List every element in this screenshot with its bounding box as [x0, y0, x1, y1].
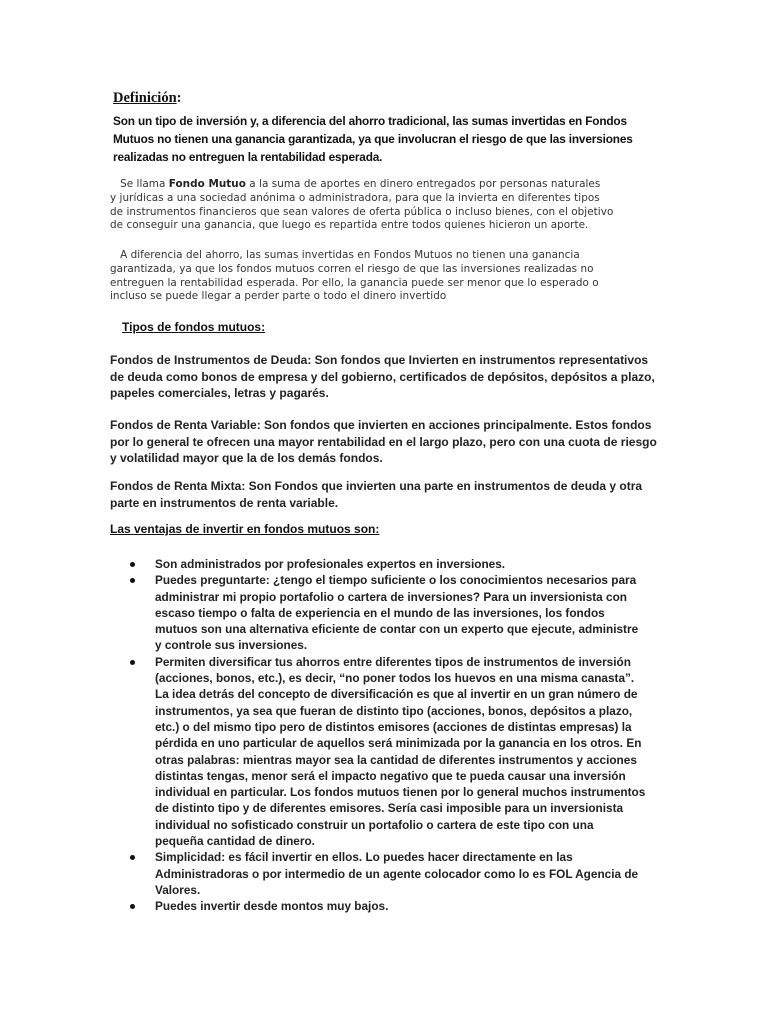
- list-item-line: Puedes preguntarte: ¿tengo el tiempo suficiente o los conocimientos necesarios para: [155, 573, 637, 588]
- paragraph-line: entreguen la rentabilidad esperada. Por ello, la ganancia puede ser menor que lo esperado o: [110, 276, 599, 289]
- list-item-line: Simplicidad: es fácil invertir en ellos. Lo puedes hacer directamente en las: [155, 850, 573, 865]
- list-item-line: escaso tiempo o falta de experiencia en el mundo de las inversiones, los fondos: [155, 605, 605, 620]
- ventajas-list: [130, 556, 670, 915]
- definition-line: realizadas no entreguen la rentabilidad esperada.: [113, 150, 383, 164]
- paragraph-line: [110, 178, 662, 192]
- list-item-line: Valores.: [155, 882, 201, 897]
- bullet-icon: [130, 578, 135, 583]
- list-item-line: La idea detrás del concepto de diversificación es que al invertir en un gran número de: [155, 687, 638, 702]
- list-item: [130, 898, 670, 914]
- list-item-line: distintas tengas, menor será el impacto negativo que te pueda causar una inversión: [155, 768, 626, 783]
- definition-paragraph: [113, 112, 663, 166]
- list-item-line: Son administrados por profesionales expertos en inversiones.: [155, 557, 506, 571]
- list-item-line: Puedes invertir desde montos muy bajos.: [155, 899, 389, 914]
- fondo-mutuo-term: Fondo Mutuo: [168, 178, 246, 190]
- diferencia-paragraph: [110, 249, 662, 304]
- list-item: [130, 849, 670, 898]
- list-item: [130, 556, 670, 572]
- list-item-line: instrumentos, ya sea que fueran de distinto tipo (acciones, bonos, depósitos a plazo,: [155, 703, 633, 718]
- list-item: [130, 572, 670, 653]
- list-item-line: pérdida en uno particular de aquellos será minimizada por la ganancia en los otros. En: [155, 736, 642, 751]
- paragraph-line: de instrumentos financieros que sean valores de oferta pública o incluso bienes, con el objetivo: [110, 205, 614, 218]
- definition-title: Definición: [113, 90, 177, 106]
- paragraph-line: y volatilidad mayor que la de los demás fondos.: [110, 451, 383, 465]
- bullet-icon: [130, 855, 135, 860]
- list-item: [130, 654, 670, 850]
- definition-heading: [113, 90, 181, 107]
- definition-colon: :: [176, 90, 182, 106]
- list-item-line: Administradoras o por intermedio de un agente colocador como lo es FOL Agencia de: [155, 866, 639, 881]
- list-item-line: mutuos son una alternativa eficiente de contar con un experto que ejecute, administre: [155, 622, 639, 637]
- paragraph-line: Fondos de Renta Mixta: Son Fondos que invierten una parte en instrumentos de deuda y otra: [110, 479, 643, 493]
- list-item-line: otras palabras: mientras mayor sea la cantidad de diferentes instrumentos y acciones: [155, 752, 637, 767]
- ventajas-heading: Las ventajas de invertir en fondos mutuos son:: [110, 522, 380, 536]
- definition-line: Son un tipo de inversión y, a diferencia del ahorro tradicional, las sumas invertidas en Fondos: [113, 114, 627, 128]
- list-item-line: Permiten diversificar tus ahorros entre diferentes tipos de instrumentos de inversión: [155, 654, 631, 669]
- paragraph-line: Fondos de Instrumentos de Deuda: Son fondos que Invierten en instrumentos representativos: [110, 353, 649, 367]
- paragraph-line: parte en instrumentos de renta variable.: [110, 495, 339, 510]
- paragraph-line: Fondos de Renta Variable: Son fondos que invierten en acciones principalmente. Estos fondos: [110, 418, 652, 432]
- list-item-line: y controle sus inversiones.: [155, 638, 308, 653]
- paragraph-line: y jurídicas a una sociedad anónima o administradora, para que la invierta en diferentes tipos: [110, 191, 600, 204]
- list-item-line: individual no sofisticado construir un portafolio o cartera de este tipo con una: [155, 817, 594, 832]
- bullet-icon: [130, 660, 135, 665]
- list-item-line: individual en particular. Los fondos mutuos tienen por lo general muchos instrumentos: [155, 785, 646, 800]
- list-item-line: (acciones, bonos, etc.), es decir, “no poner todos los huevos en una misma canasta”.: [155, 671, 635, 686]
- fondo-deuda-paragraph: [110, 352, 665, 402]
- tipos-heading: Tipos de fondos mutuos:: [122, 320, 266, 334]
- bullet-icon: [130, 904, 135, 909]
- paragraph-line: [110, 249, 662, 263]
- fondo-variable-paragraph: [110, 417, 665, 467]
- paragraph-line: garantizada, ya que los fondos mutuos corren el riesgo de que las inversiones realizadas no: [110, 262, 594, 275]
- list-item-line: de distinto tipo y de diferentes emisores. Sería casi imposible para un inversionista: [155, 801, 624, 816]
- paragraph-line-text: A diferencia del ahorro, las sumas invertidas en Fondos Mutuos no tienen una ganancia: [120, 249, 580, 261]
- list-item-line: pequeña cantidad de dinero.: [155, 834, 315, 849]
- list-item-line: etc.) o del mismo tipo pero de distintos emisores (acciones de distintas empresas) la: [155, 719, 632, 734]
- paragraph-line: papeles comerciales, letras y pagarés.: [110, 386, 329, 400]
- paragraph-rest: a la suma de aportes en dinero entregados por personas naturales: [245, 178, 601, 190]
- fondo-mutuo-paragraph: [110, 178, 662, 233]
- fondo-mixta-paragraph: [110, 478, 665, 511]
- paragraph-line: incluso se puede llegar a perder parte o todo el dinero invertido: [110, 290, 447, 303]
- paragraph-line: de deuda como bonos de empresa y del gobierno, certificados de depósitos, depósitos a plazo,: [110, 369, 655, 384]
- bullet-icon: [130, 562, 135, 567]
- list-item-line: administrar mi propio portafolio o cartera de inversiones? Para un inversionista con: [155, 589, 627, 604]
- paragraph-line: de conseguir una ganancia, que luego es repartida entre todos quienes hicieron un aporte.: [110, 219, 589, 232]
- paragraph-prefix: Se llama: [120, 178, 169, 190]
- definition-line: Mutuos no tienen una ganancia garantizada, ya que involucran el riesgo de que las inversiones: [113, 132, 633, 146]
- paragraph-line: por lo general te ofrecen una mayor rentabilidad en el largo plazo, pero con una cuota de riesgo: [110, 434, 657, 449]
